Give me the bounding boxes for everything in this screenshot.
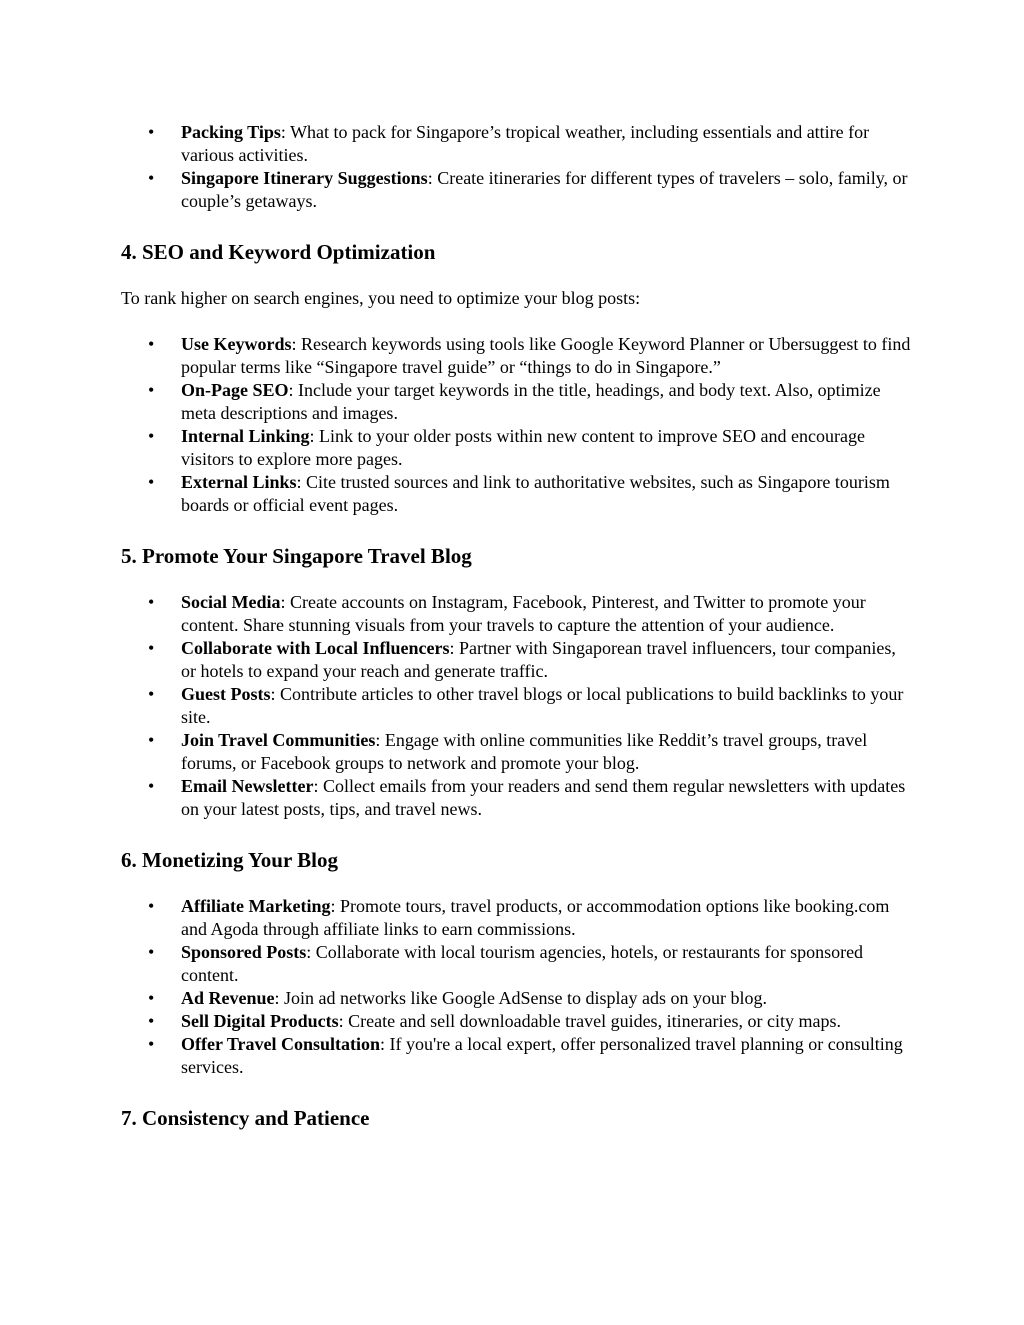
list-item-term: Ad Revenue <box>181 988 275 1008</box>
list-item-term: Use Keywords <box>181 334 292 354</box>
list-item-term: On-Page SEO <box>181 380 289 400</box>
section-heading-consistency: 7. Consistency and Patience <box>121 1106 370 1130</box>
list-item-text: : Cite trusted sources and link to authoritative websites, such as Singapore tourism boards or official event pages. <box>181 472 890 515</box>
list-item-term: Sell Digital Products <box>181 1011 339 1031</box>
list-item <box>121 591 911 637</box>
list-item-term: Email Newsletter <box>181 776 314 796</box>
bullet-icon: • <box>148 776 155 796</box>
list-item-term: Packing Tips <box>181 122 281 142</box>
list-item-text: : Include your target keywords in the title, headings, and body text. Also, optimize meta descriptions and images. <box>181 380 881 423</box>
list-item-text: : Contribute articles to other travel blogs or local publications to build backlinks to your site. <box>181 684 904 727</box>
list-item-text: : Partner with Singaporean travel influencers, tour companies, or hotels to expand your reach and generate traffic. <box>181 638 896 681</box>
list-item <box>121 121 911 167</box>
list-item-term: Affiliate Marketing <box>181 896 331 916</box>
list-item-text: : Collect emails from your readers and send them regular newsletters with updates on your latest posts, tips, and travel news. <box>181 776 906 819</box>
bullet-icon: • <box>148 592 155 612</box>
list-item-term: Collaborate with Local Influencers <box>181 638 450 658</box>
bullet-list-travel-tips <box>121 121 911 213</box>
list-item <box>121 379 911 425</box>
list-item <box>121 637 911 683</box>
list-item <box>121 425 911 471</box>
list-item <box>121 1010 911 1033</box>
section-heading-seo: 4. SEO and Keyword Optimization <box>121 240 436 264</box>
bullet-icon: • <box>148 942 155 962</box>
bullet-list-seo <box>121 333 911 517</box>
bullet-icon: • <box>148 730 155 750</box>
bullet-icon: • <box>148 168 155 188</box>
section-heading-monetizing: 6. Monetizing Your Blog <box>121 848 339 872</box>
list-item-text: : Engage with online communities like Reddit’s travel groups, travel forums, or Facebook groups to network and promote your blog. <box>181 730 868 773</box>
list-item-text: : Create accounts on Instagram, Facebook, Pinterest, and Twitter to promote your content. Share stunning visuals from your travels to capture the attention of your audience. <box>181 592 866 635</box>
list-item-term: Social Media <box>181 592 281 612</box>
list-item-text: : Create itineraries for different types of travelers – solo, family, or couple’s getaways. <box>181 168 908 211</box>
list-item-term: Join Travel Communities <box>181 730 376 750</box>
list-item-term: External Links <box>181 472 297 492</box>
document-page <box>121 121 911 1153</box>
list-item <box>121 895 911 941</box>
bullet-icon: • <box>148 1011 155 1031</box>
bullet-icon: • <box>148 684 155 704</box>
list-item-term: Singapore Itinerary Suggestions <box>181 168 428 188</box>
list-item-text: : Research keywords using tools like Google Keyword Planner or Ubersuggest to find popular terms like “Singapore travel guide” or “things to do in Singapore.” <box>181 334 911 377</box>
bullet-icon: • <box>148 896 155 916</box>
list-item <box>121 471 911 517</box>
list-item-term: Offer Travel Consultation <box>181 1034 380 1054</box>
list-item <box>121 683 911 729</box>
list-item <box>121 775 911 821</box>
list-item-text: : Link to your older posts within new content to improve SEO and encourage visitors to explore more pages. <box>181 426 865 469</box>
list-item-text: : Create and sell downloadable travel guides, itineraries, or city maps. <box>338 1011 842 1031</box>
list-item-text: : Collaborate with local tourism agencies, hotels, or restaurants for sponsored content. <box>181 942 864 985</box>
list-item <box>121 333 911 379</box>
list-item-term: Internal Linking <box>181 426 310 446</box>
list-item <box>121 941 911 987</box>
list-item <box>121 167 911 213</box>
bullet-icon: • <box>148 472 155 492</box>
list-item-text: : What to pack for Singapore’s tropical weather, including essentials and attire for various activities. <box>181 122 870 165</box>
bullet-icon: • <box>148 426 155 446</box>
list-item <box>121 1033 911 1079</box>
bullet-icon: • <box>148 334 155 354</box>
bullet-list-promote <box>121 591 911 821</box>
bullet-list-monetizing <box>121 895 911 1079</box>
bullet-icon: • <box>148 122 155 142</box>
section-intro-seo: To rank higher on search engines, you need to optimize your blog posts: <box>121 288 641 308</box>
list-item-text: : If you're a local expert, offer personalized travel planning or consulting services. <box>181 1034 903 1077</box>
list-item-text: : Join ad networks like Google AdSense to display ads on your blog. <box>274 988 767 1008</box>
list-item-term: Guest Posts <box>181 684 271 704</box>
bullet-icon: • <box>148 1034 155 1054</box>
bullet-icon: • <box>148 380 155 400</box>
list-item-text: : Promote tours, travel products, or accommodation options like booking.com and Agoda through affiliate links to earn commissions. <box>181 896 890 939</box>
section-heading-promote: 5. Promote Your Singapore Travel Blog <box>121 544 472 568</box>
list-item <box>121 729 911 775</box>
list-item <box>121 987 911 1010</box>
bullet-icon: • <box>148 988 155 1008</box>
bullet-icon: • <box>148 638 155 658</box>
list-item-term: Sponsored Posts <box>181 942 307 962</box>
